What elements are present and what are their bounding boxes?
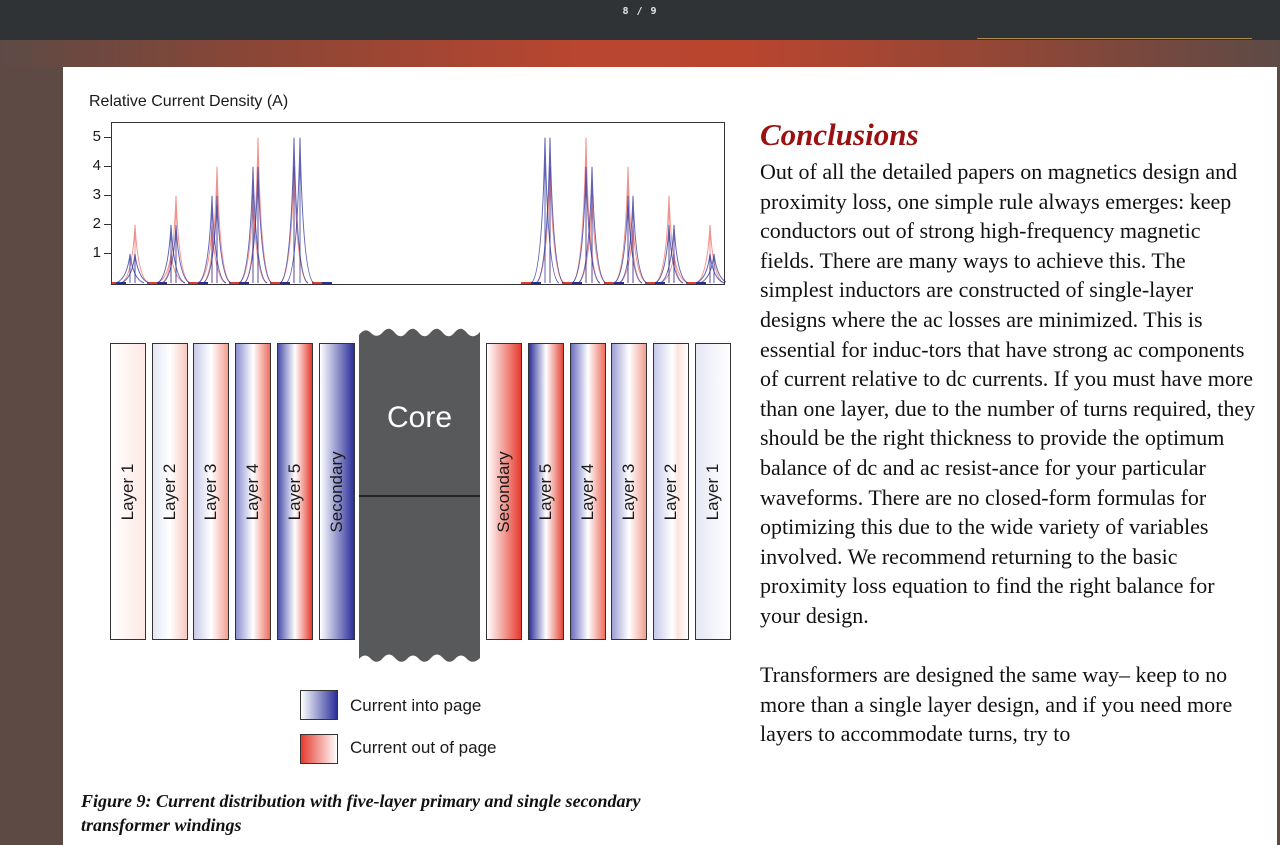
page-indicator: 8 / 9 <box>622 6 658 17</box>
winding-right-layer-4 <box>570 343 606 640</box>
into-page-peak <box>157 225 185 283</box>
figure-caption: Figure 9: Current distribution with five-layer primary and single secondary transformer windings <box>81 791 641 835</box>
legend-label-out-of-page: Current out of page <box>350 738 497 757</box>
page-shadow-glow <box>0 40 1280 67</box>
winding-label: Layer 5 <box>536 463 555 520</box>
into-page-peak <box>203 196 231 283</box>
winding-left-layer-2 <box>152 343 188 640</box>
y-tick-label: 1 <box>92 243 101 261</box>
into-page-peak <box>619 196 647 283</box>
winding-right-layer-2 <box>653 343 689 640</box>
into-page-peak <box>536 138 564 283</box>
core-label: Core <box>386 401 453 434</box>
into-page-peak <box>614 196 642 283</box>
winding-left-secondary <box>319 343 355 640</box>
article-body <box>760 157 1260 749</box>
legend-label-into-page: Current into page <box>350 696 482 715</box>
into-page-peak <box>244 167 272 283</box>
into-page-peak <box>239 167 267 283</box>
chart-y-axis-title: Relative Current Density (A) <box>89 93 289 110</box>
into-page-peak <box>660 225 688 283</box>
winding-right-layer-5 <box>528 343 564 640</box>
y-tick-label: 4 <box>92 156 101 174</box>
paragraph: Out of all the detailed papers on magnetics design and proximity loss, one simple rule always emerges: keep conductors out of strong high-frequency magnetic fields. There are many ways to achieve this. The simplest inductors are constructed of single-layer designs where the ac losses are minimized. This is essential for induc-tors that have strong ac components of current relative to dc currents. If you must have more than one layer, due to the number of turns required, they should be the right thickness to provide the optimum balance of dc and ac resist-ance for your particular waveforms. There are no closed-form formulas for optimizing this due to the wide variety of variables involved. We recommend returning to the basic proximity loss equation to find the right balance for your design. <box>760 159 1256 628</box>
into-page-peak <box>531 138 559 283</box>
winding-right-secondary <box>486 343 522 640</box>
y-tick-label: 3 <box>92 185 101 203</box>
winding-label: Layer 2 <box>661 463 680 520</box>
y-tick-mark <box>104 137 111 138</box>
winding-left-layer-1 <box>110 343 146 640</box>
y-tick-mark <box>104 195 111 196</box>
winding-left-layer-4 <box>235 343 271 640</box>
current-density-chart <box>111 122 725 285</box>
legend-swatch-into-page <box>300 690 338 720</box>
winding-label: Layer 1 <box>703 463 722 520</box>
y-tick-label: 2 <box>92 214 101 232</box>
into-page-peak <box>280 138 308 283</box>
document-page <box>63 67 1277 845</box>
winding-label: Layer 4 <box>578 463 597 520</box>
into-page-peak <box>572 167 600 283</box>
into-page-peak <box>286 138 314 283</box>
toolbar-accent-rule <box>977 38 1252 39</box>
transformer-core <box>359 325 480 665</box>
y-tick-label: 5 <box>92 127 101 145</box>
section-heading: Conclusions <box>760 117 919 152</box>
winding-label: Secondary <box>494 450 513 533</box>
winding-right-layer-1 <box>695 343 731 640</box>
winding-label: Secondary <box>327 450 346 533</box>
into-page-peak <box>198 196 226 283</box>
winding-label: Layer 3 <box>201 463 220 520</box>
winding-label: Layer 5 <box>285 463 304 520</box>
winding-label: Layer 3 <box>619 463 638 520</box>
winding-right-layer-3 <box>611 343 647 640</box>
winding-left-layer-5 <box>277 343 313 640</box>
winding-label: Layer 4 <box>243 463 262 520</box>
viewer-toolbar <box>0 0 1280 40</box>
y-tick-mark <box>104 224 111 225</box>
legend-swatch-out-of-page <box>300 734 338 764</box>
winding-left-layer-3 <box>193 343 229 640</box>
y-tick-mark <box>104 166 111 167</box>
winding-label: Layer 1 <box>118 463 137 520</box>
winding-label: Layer 2 <box>160 463 179 520</box>
y-tick-mark <box>104 253 111 254</box>
core-gap-line <box>359 495 480 497</box>
into-page-peak <box>116 254 144 283</box>
paragraph: Transformers are designed the same way– keep to no more than a single layer design, and if you need more layers to accommodate turns, try to <box>760 662 1233 747</box>
